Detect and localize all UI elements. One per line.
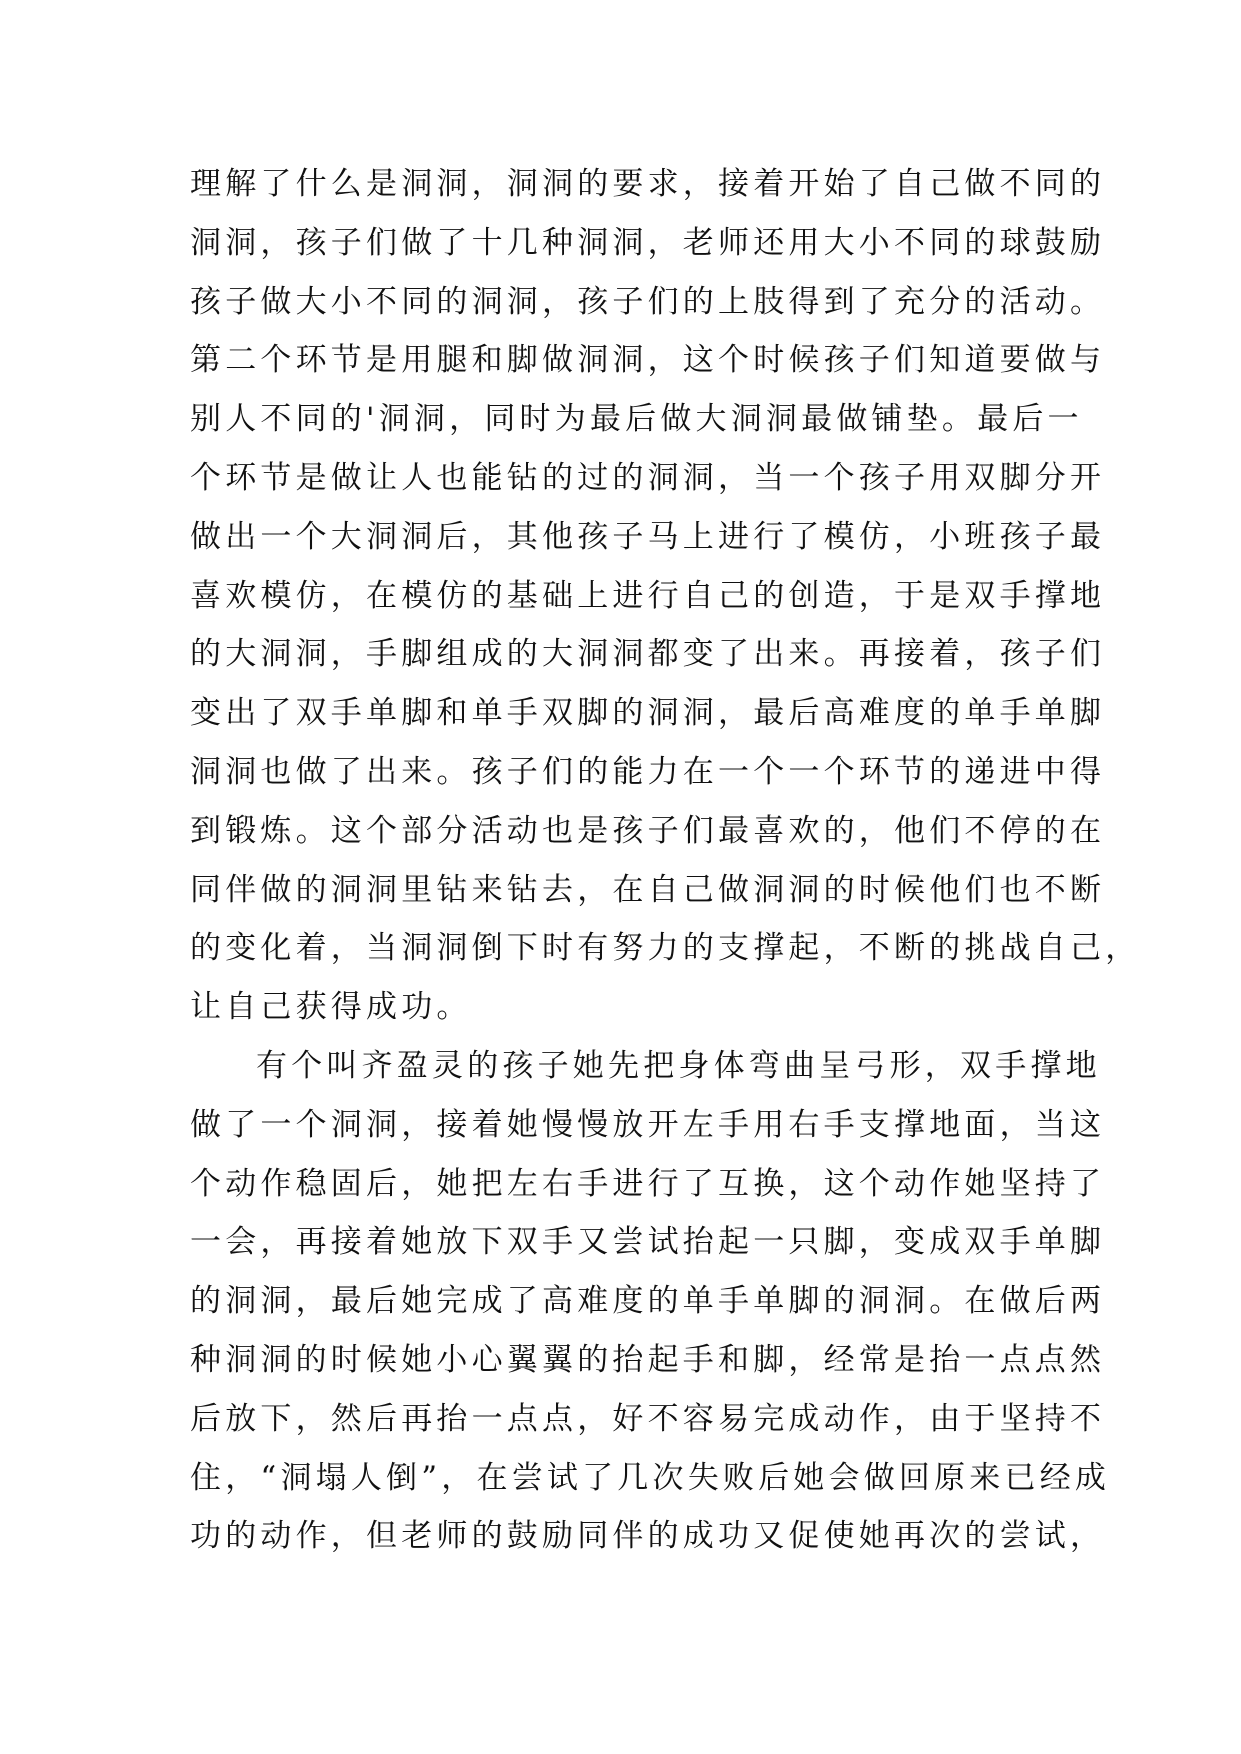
text-line: 后放下，然后再抬一点点，好不容易完成动作，由于坚持不	[190, 1400, 1106, 1437]
text-line: 让自己获得成功。	[190, 989, 472, 1026]
body-text	[190, 155, 1141, 1566]
text-line: 的变化着，当洞洞倒下时有努力的支撑起，不断的挑战自己，	[190, 930, 1141, 967]
text-line: 喜欢模仿，在模仿的基础上进行自己的创造，于是双手撑地	[190, 577, 1106, 614]
text-line: 第二个环节是用腿和脚做洞洞，这个时候孩子们知道要做与	[190, 342, 1106, 379]
text-line: 洞洞，孩子们做了十几种洞洞，老师还用大小不同的球鼓励	[190, 224, 1106, 261]
text-line: 做出一个大洞洞后，其他孩子马上进行了模仿，小班孩子最	[190, 518, 1106, 555]
text-line: 住，“洞塌人倒”，在尝试了几次失败后她会做回原来已经成	[190, 1459, 1111, 1496]
paragraph-2	[190, 1037, 1111, 1566]
text-line: 理解了什么是洞洞，洞洞的要求，接着开始了自己做不同的	[190, 166, 1106, 202]
text-line: 种洞洞的时候她小心翼翼的抬起手和脚，经常是抬一点点然	[190, 1341, 1106, 1378]
text-line: 变出了双手单脚和单手双脚的洞洞，最后高难度的单手单脚	[190, 695, 1106, 732]
text-line: 个动作稳固后，她把左右手进行了互换，这个动作她坚持了	[190, 1165, 1106, 1202]
text-line-indented: 有个叫齐盈灵的孩子她先把身体弯曲呈弓形，双手撑地	[256, 1047, 1101, 1084]
text-line: 孩子做大小不同的洞洞，孩子们的上肢得到了充分的活动。	[190, 283, 1106, 320]
text-line: 别人不同的'洞洞，同时为最后做大洞洞最做铺垫。最后一	[190, 401, 1083, 438]
text-line: 洞洞也做了出来。孩子们的能力在一个一个环节的递进中得	[190, 753, 1106, 790]
text-line: 一会，再接着她放下双手又尝试抬起一只脚，变成双手单脚	[190, 1224, 1106, 1261]
text-line: 个环节是做让人也能钻的过的洞洞，当一个孩子用双脚分开	[190, 459, 1106, 496]
text-line: 功的动作，但老师的鼓励同伴的成功又促使她再次的尝试，	[190, 1518, 1106, 1555]
paragraph-1	[190, 155, 1141, 1037]
text-line: 的洞洞，最后她完成了高难度的单手单脚的洞洞。在做后两	[190, 1283, 1106, 1320]
text-line: 做了一个洞洞，接着她慢慢放开左手用右手支撑地面，当这	[190, 1106, 1106, 1143]
text-line: 到锻炼。这个部分活动也是孩子们最喜欢的，他们不停的在	[190, 812, 1106, 849]
text-line: 同伴做的洞洞里钻来钻去，在自己做洞洞的时候他们也不断	[190, 871, 1106, 908]
text-line: 的大洞洞，手脚组成的大洞洞都变了出来。再接着，孩子们	[190, 636, 1106, 673]
